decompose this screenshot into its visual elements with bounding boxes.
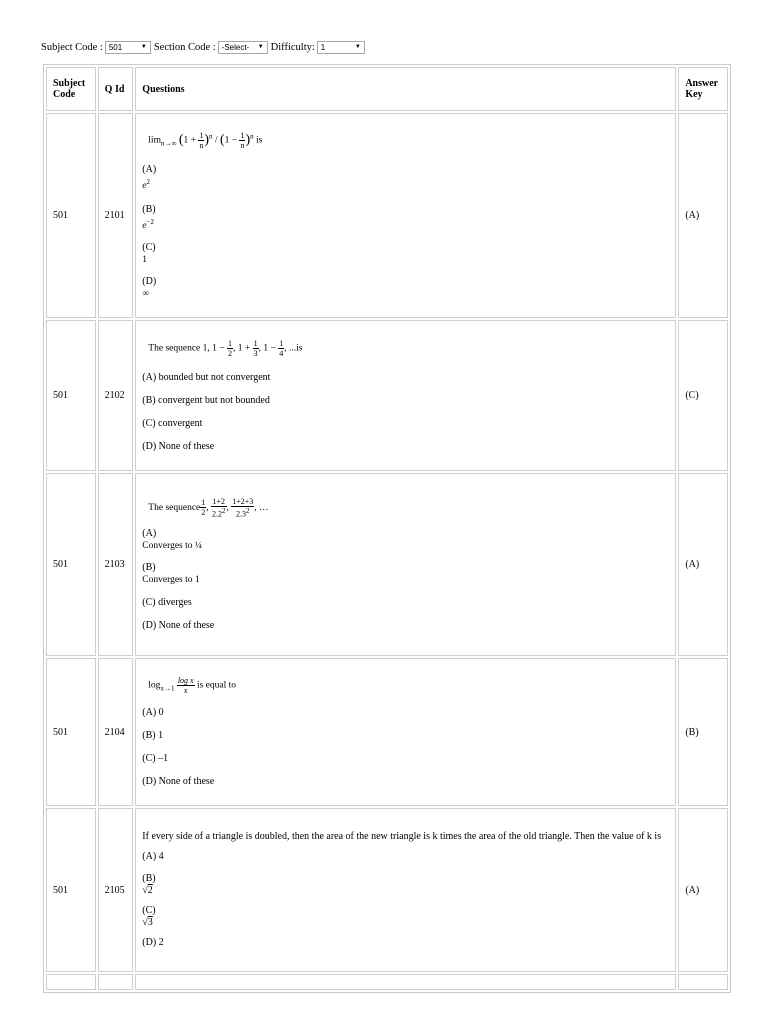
table-header-row	[46, 67, 728, 111]
cell-qid: 2105	[98, 808, 134, 972]
cell-subject: 501	[46, 113, 96, 318]
option-d: (D)	[142, 276, 157, 288]
option-b-value: $e^{-2}$	[142, 218, 154, 232]
option-b: (B)	[142, 562, 156, 574]
section-code-label: Section Code :	[153, 41, 216, 53]
option-b: (B)	[142, 204, 156, 215]
table-row	[46, 113, 728, 318]
cell-subject: 501	[46, 808, 96, 972]
option-c: (C) convergent	[142, 417, 203, 429]
table-row	[46, 808, 728, 972]
cell-answer: (A)	[678, 808, 728, 972]
option-c: (C) –1	[142, 753, 169, 764]
cell-question	[135, 808, 676, 972]
subject-code-label: Subject Code :	[41, 41, 103, 53]
table-row-partial	[46, 974, 728, 990]
option-d: (D) None of these	[142, 440, 215, 452]
cell-qid: 2103	[98, 473, 134, 656]
filter-bar	[41, 39, 368, 55]
header-subject-code: Subject Code	[46, 67, 96, 111]
option-b: (B) 1	[142, 730, 164, 741]
option-a: (A)	[142, 163, 157, 175]
difficulty-select[interactable]: 1 ▼	[317, 41, 365, 54]
question-formula: $\log_{x\to 1}$ $\frac{\text{log x}}{x}$ is equal to	[148, 676, 237, 695]
option-b: (B) convergent but not bounded	[142, 394, 270, 406]
cell-subject: 501	[46, 320, 96, 471]
option-a: (A) 0	[142, 707, 164, 718]
question-formula: The sequence $\frac{1}{2}$ , $\frac{1+2}{2.2^2}$ , $\frac{1+2+3}{2.3^2}$ , …	[148, 496, 269, 519]
cell-answer: (C)	[678, 320, 728, 471]
header-answer-key: Answer Key	[678, 67, 728, 111]
cell-question	[135, 320, 676, 471]
cell-answer: (A)	[678, 473, 728, 656]
cell-answer: (B)	[678, 658, 728, 806]
question-formula: $\lim_{n\to\infty} (1$ + $\frac{1}{n}$ )$^n$ / (1 − $\frac{1}{n}$ )$^n$ is	[148, 130, 263, 150]
cell-subject: 501	[46, 658, 96, 806]
header-qid: Q Id	[98, 67, 134, 111]
option-d: (D) 2	[142, 937, 164, 948]
header-questions: Questions	[135, 67, 676, 111]
cell-question	[135, 473, 676, 656]
option-c-value: 1	[142, 255, 148, 266]
table-row	[46, 658, 728, 806]
option-a-value: Converges to ¼	[142, 541, 203, 552]
option-c: (C)	[142, 905, 156, 916]
cell-answer: (A)	[678, 113, 728, 318]
option-b-value: √2	[142, 885, 153, 896]
subject-code-select[interactable]: 501 ▼	[105, 41, 151, 54]
option-b: (B)	[142, 873, 156, 884]
difficulty-label: Difficulty:	[270, 41, 315, 53]
option-d: (D) None of these	[142, 776, 215, 787]
cell-qid: 2102	[98, 320, 134, 471]
questions-table	[43, 64, 731, 993]
section-code-select[interactable]: -Select- ▼	[218, 41, 268, 54]
chevron-down-icon: ▼	[257, 44, 264, 50]
option-c: (C)	[142, 242, 156, 254]
table-row	[46, 473, 728, 656]
option-d: (D) None of these	[142, 620, 215, 632]
cell-qid: 2101	[98, 113, 134, 318]
cell-subject: 501	[46, 473, 96, 656]
option-c-value: √3	[142, 917, 153, 928]
cell-question	[135, 113, 676, 318]
option-d-value: ∞	[142, 289, 150, 300]
option-c: (C) diverges	[142, 597, 192, 609]
chevron-down-icon: ▼	[354, 44, 361, 50]
question-text: If every side of a triangle is doubled, then the area of the new triangle is k times the area of the old triangle. Then the value of k is	[142, 831, 662, 842]
option-a: (A)	[142, 528, 157, 540]
option-a: (A) bounded but not convergent	[142, 371, 271, 383]
option-b-value: Converges to 1	[142, 575, 200, 586]
option-a-value: $e^2$	[142, 177, 151, 191]
cell-question	[135, 658, 676, 806]
chevron-down-icon: ▼	[140, 44, 147, 50]
option-a: (A) 4	[142, 851, 164, 862]
table-row	[46, 320, 728, 471]
cell-qid: 2104	[98, 658, 134, 806]
question-formula: The sequence 1, 1 − $\frac{1}{2}$ , 1 + $\frac{1}{3}$ , 1 − $\frac{1}{4}$ , ...is	[148, 338, 303, 358]
